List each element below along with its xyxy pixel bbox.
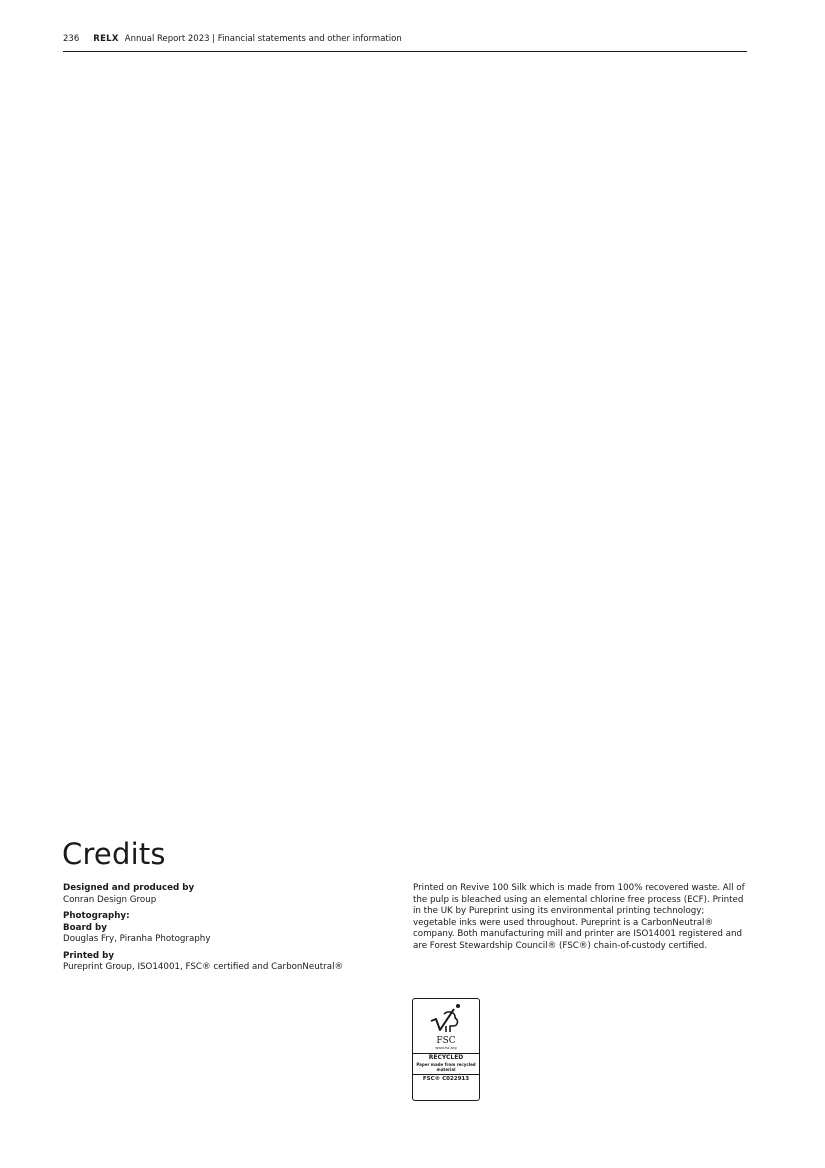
page-header xyxy=(63,33,747,52)
credit-board xyxy=(63,923,393,946)
fsc-url: www.fsc.org xyxy=(435,1046,457,1050)
credit-label: Board by xyxy=(63,922,107,933)
credit-value: Conran Design Group xyxy=(63,894,157,905)
credit-printer xyxy=(63,951,393,974)
credit-value: Pureprint Group, ISO14001, FSC® certified and CarbonNeutral® xyxy=(63,962,344,972)
fsc-name: FSC xyxy=(436,1036,456,1046)
report-title: Annual Report 2023 | Financial statements and other information xyxy=(124,34,402,44)
credits-title: Credits xyxy=(62,837,166,871)
printing-note: Printed on Revive 100 Silk which is made from 100% recovered waste. All of the pulp is bleached using an elemental chlorine free process (ECF). Printed in the UK by Pureprint using its environmental printing technology; vegetable inks were used throughout. Pureprint is a CarbonNeutral® company. Both manufacturing mill and printer are ISO14001 registered and are Forest Stewardship Council® (FSC®) chain-of-custody certified. xyxy=(413,883,745,951)
fsc-description: Paper made from recycled material xyxy=(416,1062,476,1072)
fsc-code: FSC® C022913 xyxy=(413,1074,479,1083)
credit-label: Photography: xyxy=(63,911,130,921)
credits-list xyxy=(63,883,393,979)
credit-photography xyxy=(63,911,393,923)
fsc-tree-check-icon xyxy=(429,1002,463,1036)
fsc-logo xyxy=(412,998,480,1101)
brand-name: RELX xyxy=(93,34,119,44)
credit-design xyxy=(63,883,393,906)
credit-value: Douglas Fry, Piranha Photography xyxy=(63,934,211,944)
credit-label: Printed by xyxy=(63,950,114,961)
fsc-recycled-label: RECYCLED xyxy=(413,1053,479,1062)
credit-label: Designed and produced by xyxy=(63,883,195,893)
page-number: 236 xyxy=(63,34,80,44)
